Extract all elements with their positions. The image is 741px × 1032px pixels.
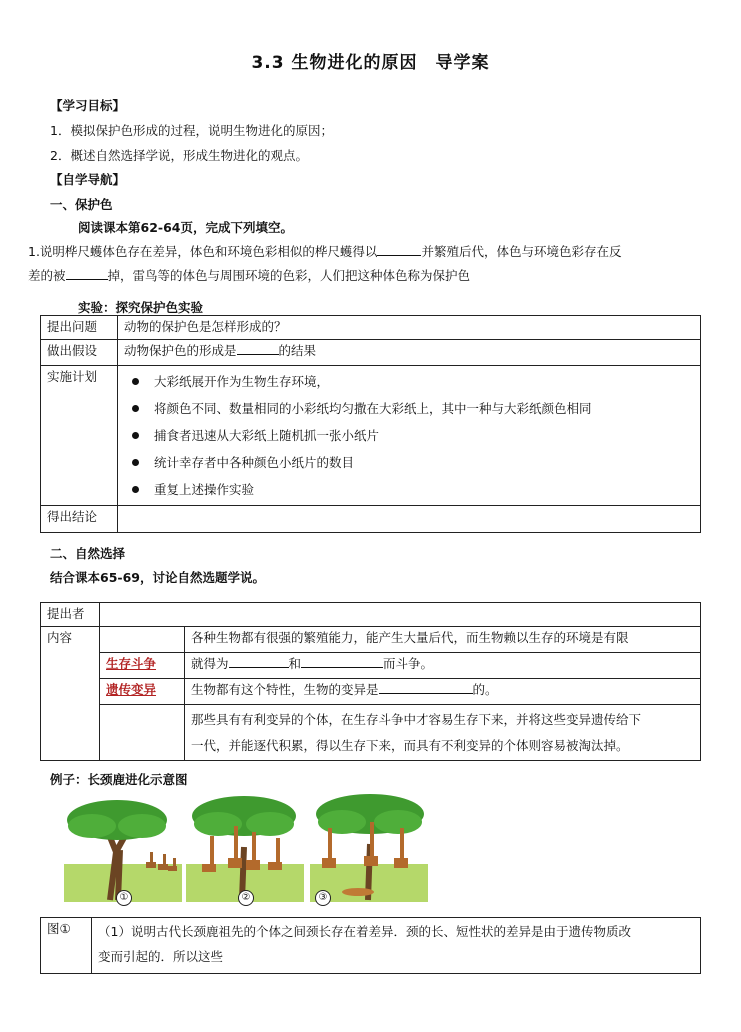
variation-label: 遗传变异 <box>106 682 157 697</box>
panel-2 <box>186 796 304 902</box>
page-title: 3.3 生物进化的原因 导学案 <box>251 53 490 73</box>
fill-blank <box>237 341 279 355</box>
row3-text-b: 的。 <box>472 682 498 697</box>
row4-label <box>100 705 185 761</box>
proposer-content <box>100 603 701 627</box>
goals-heading: 【学习目标】 <box>50 98 126 113</box>
section1-heading: 一、保护色 <box>50 197 113 212</box>
figure-label-1: ① <box>116 890 132 906</box>
section1-instruction: 阅读课本第62-64页，完成下列填空。 <box>78 220 293 235</box>
section1-paragraph-line2 <box>28 266 470 284</box>
row3-text <box>185 679 701 705</box>
row-label: 做出假设 <box>41 340 118 366</box>
row1-text: 各种生物都有很强的繁殖能力，能产生大量后代，而生物赖以生存的环境是有限 <box>185 627 701 653</box>
plan-step: 将颜色不同、数量相同的小彩纸均匀撒在大彩纸上，其中一种与大彩纸颜色相同 <box>124 395 694 422</box>
row-label: 实施计划 <box>41 366 118 506</box>
paragraph-text: 掉，雷鸟等的体色与周围环境的色彩，人们把这种体色称为保护色 <box>107 268 471 283</box>
fill-blank <box>379 680 473 694</box>
plan-steps <box>124 368 694 503</box>
row-content <box>118 506 701 533</box>
fill-blank <box>377 242 421 256</box>
section2-heading: 二、自然选择 <box>50 546 126 561</box>
row2-label <box>100 653 185 679</box>
plan-step: 重复上述操作实验 <box>124 476 694 503</box>
row2-text <box>185 653 701 679</box>
proposer-label: 提出者 <box>41 603 100 627</box>
goal-item-2: 2．概述自然选择学说，形成生物进化的观点。 <box>50 148 308 163</box>
plan-step: 大彩纸展开作为生物生存环境， <box>124 368 694 395</box>
example-title: 例子：长颈鹿进化示意图 <box>50 772 188 787</box>
paragraph-text: 并繁殖后代，体色与环境色彩存在反 <box>421 244 622 259</box>
section1-paragraph-line1 <box>28 242 621 260</box>
row2-text-a: 就得为 <box>191 656 229 671</box>
row-label: 得出结论 <box>41 506 118 533</box>
panel-1 <box>64 800 182 902</box>
plan-step: 捕食者迅速从大彩纸上随机抓一张小纸片 <box>124 422 694 449</box>
hypothesis-text: 的结果 <box>278 343 317 358</box>
row4-text <box>185 705 701 761</box>
fill-blank <box>301 654 383 668</box>
goal-item-1: 1．模拟保护色形成的过程，说明生物进化的原因； <box>50 123 333 138</box>
row4-line: 一代，并能逐代积累，得以生存下来，而具有不利变异的个体则容易被淘汰掉。 <box>191 738 629 753</box>
row-content <box>118 366 701 506</box>
row2-text-c: 而斗争。 <box>383 656 434 671</box>
row3-label <box>100 679 185 705</box>
paragraph-text: 1.说明桦尺蠖体色存在差异，体色和环境色彩相似的桦尺蠖得以 <box>28 244 378 259</box>
row2-text-b: 和 <box>288 656 302 671</box>
row-label: 提出问题 <box>41 316 118 340</box>
experiment-title: 实验：探究保护色实验 <box>78 300 204 315</box>
content-label: 内容 <box>41 627 100 761</box>
giraffe-illustration <box>62 792 428 906</box>
figure-line: （1）说明古代长颈鹿祖先的个体之间颈长存在着差异．颈的长、短性状的差异是由于遗传物质改 <box>98 924 631 939</box>
row-content <box>118 340 701 366</box>
figure-row-label: 图① <box>41 918 92 974</box>
row1-label <box>100 627 185 653</box>
figure-table <box>40 917 701 974</box>
paragraph-text: 差的被 <box>28 268 66 283</box>
figure-line: 变而引起的．所以这些 <box>98 949 224 964</box>
plan-step: 统计幸存者中各种颜色小纸片的数目 <box>124 449 694 476</box>
row-content: 动物的保护色是怎样形成的？ <box>118 316 701 340</box>
hypothesis-text: 动物保护色的形成是 <box>124 343 237 358</box>
fill-blank <box>229 654 289 668</box>
selection-table <box>40 602 701 761</box>
row4-line: 那些具有有利变异的个体，在生存斗争中才容易生存下来，并将这些变异遗传给下 <box>191 712 642 727</box>
guide-heading: 【自学导航】 <box>50 172 126 187</box>
figure-label-3: ③ <box>315 890 331 906</box>
panel-3 <box>310 794 428 902</box>
fill-blank <box>66 266 108 280</box>
figure-label-2: ② <box>238 890 254 906</box>
experiment-table <box>40 315 701 533</box>
struggle-label: 生存斗争 <box>106 656 157 671</box>
figure-row-content <box>92 918 701 974</box>
section2-instruction: 结合课本65-69，讨论自然选题学说。 <box>50 570 265 585</box>
row3-text-a: 生物都有这个特性，生物的变异是 <box>191 682 379 697</box>
